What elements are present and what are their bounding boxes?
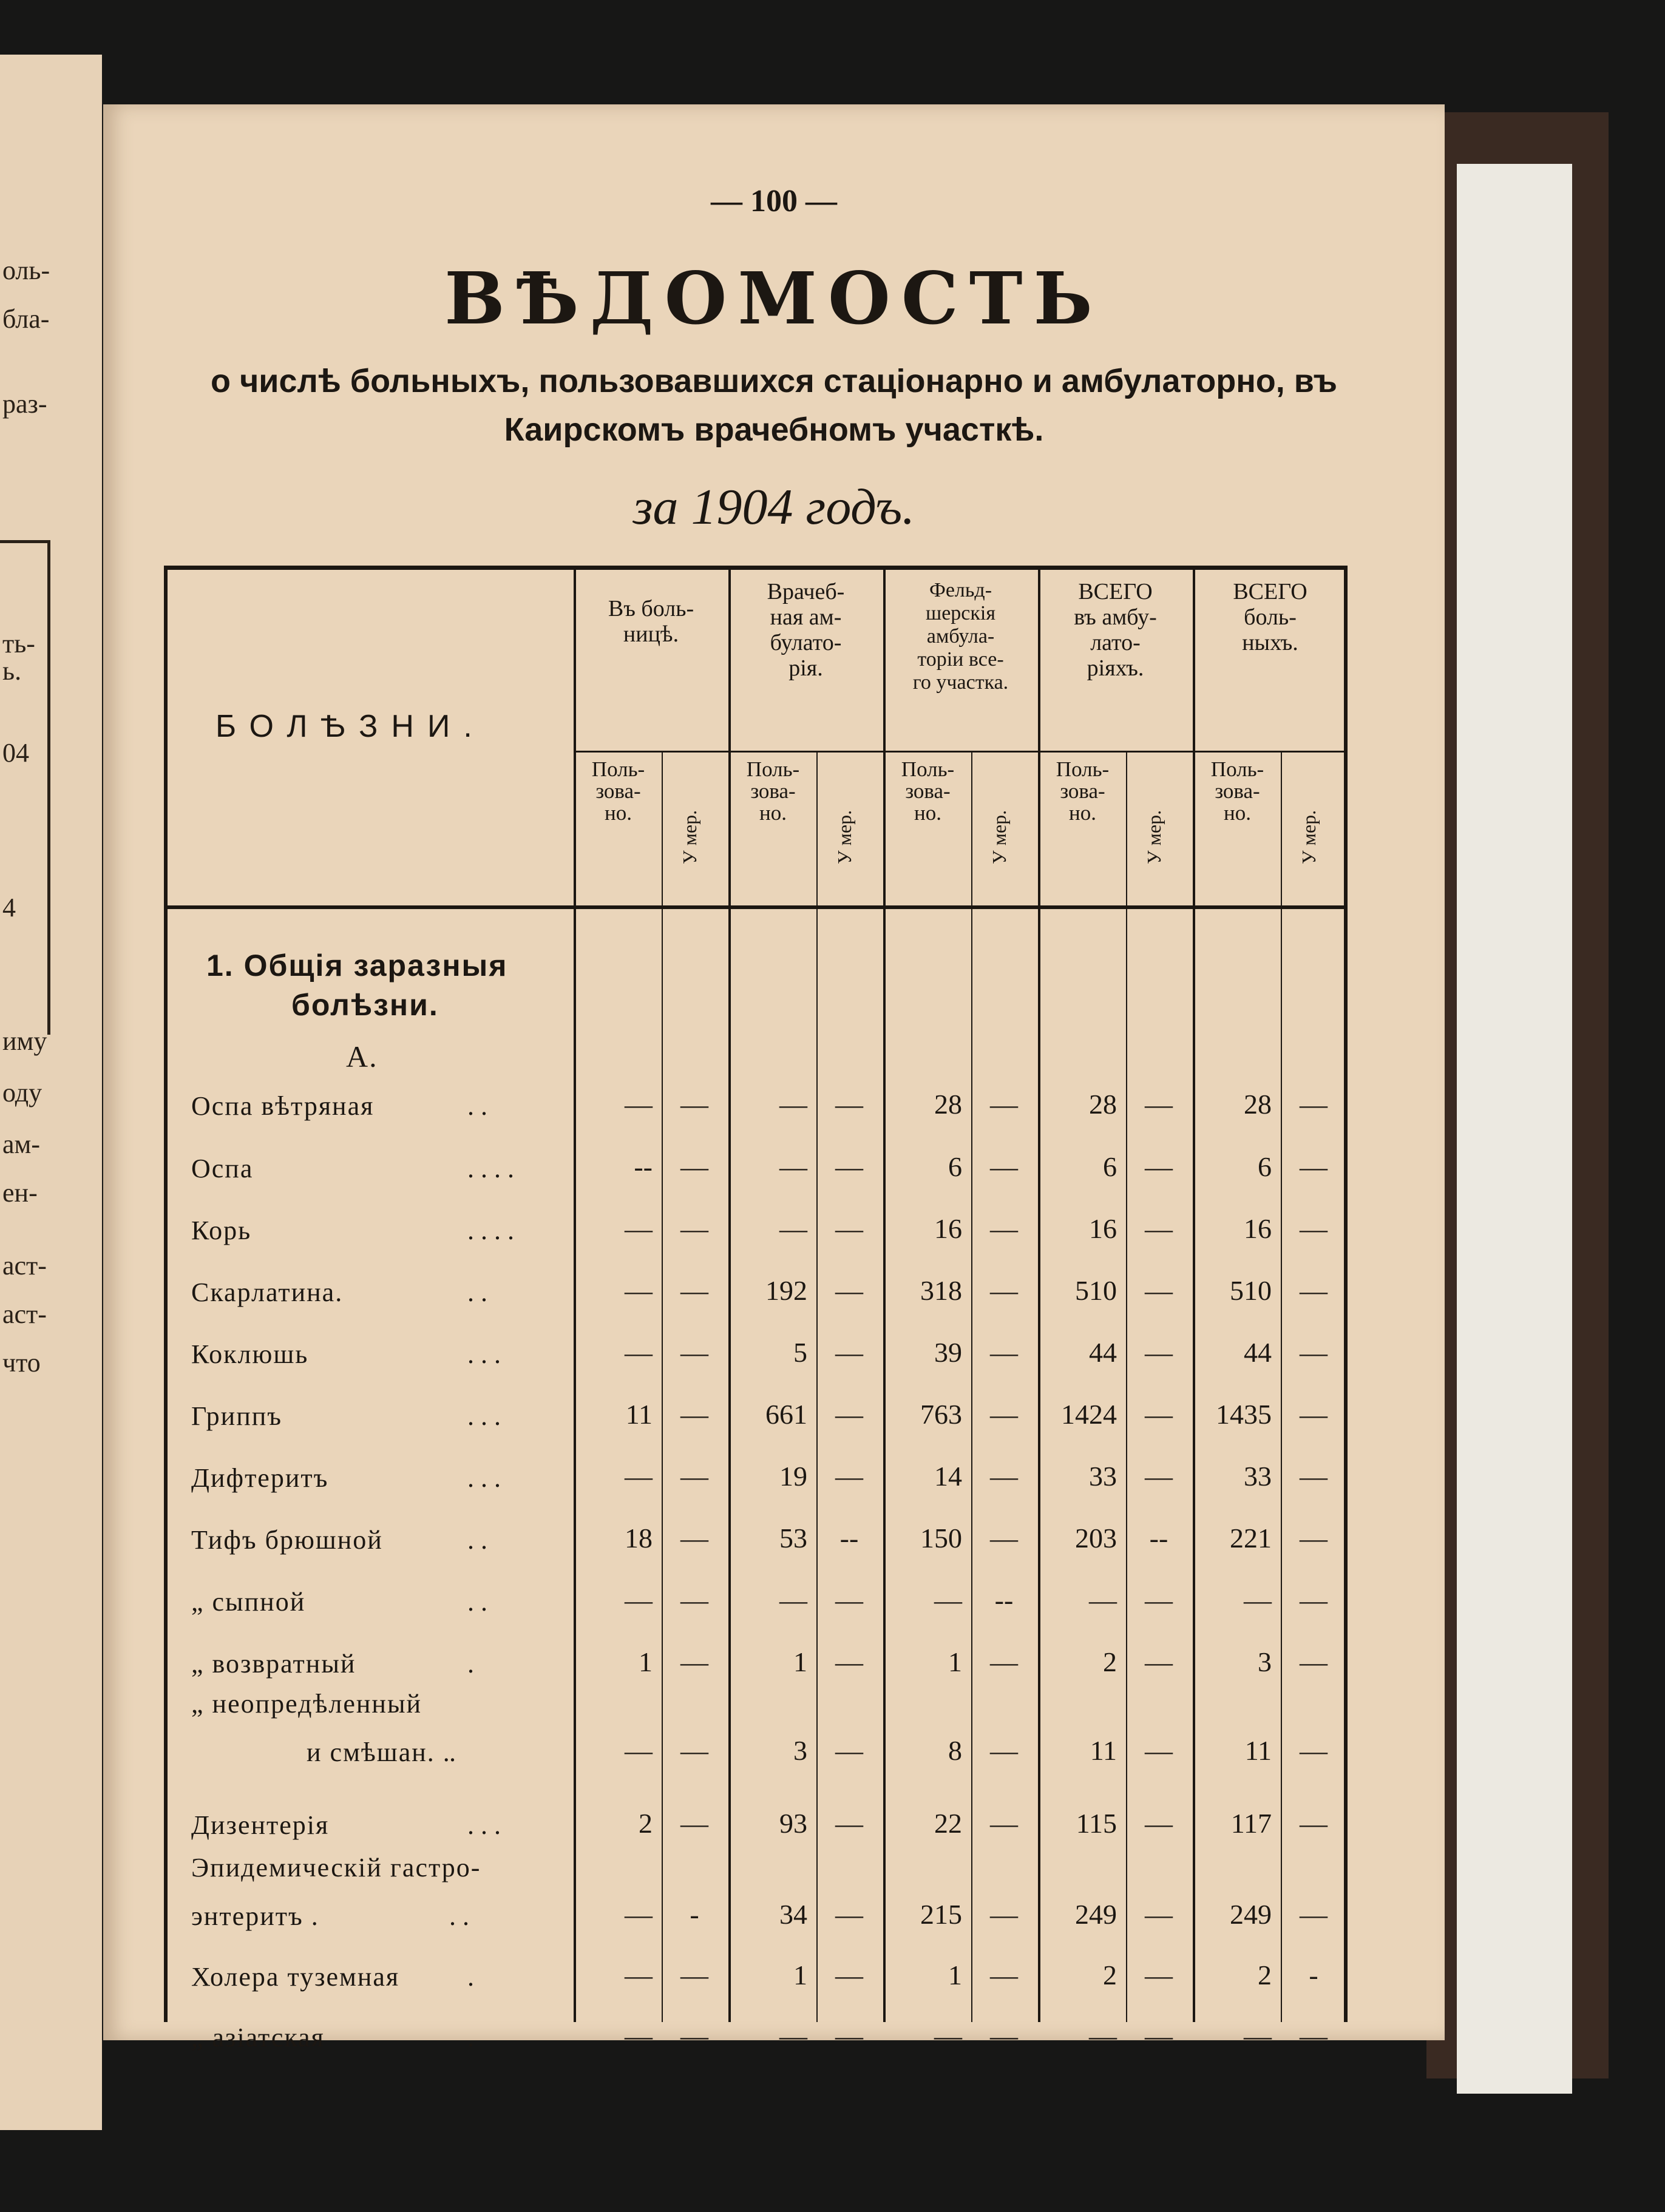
left-page-text: раз- — [2, 389, 47, 419]
row-label: Дизентерія — [191, 1810, 330, 1840]
cell-died: — — [990, 1735, 1018, 1766]
cell-used: 249 — [1230, 1899, 1272, 1930]
left-page-text: что — [2, 1348, 41, 1378]
row-label: Гриппъ — [191, 1401, 283, 1431]
cell-used: 28 — [1244, 1089, 1272, 1120]
group-header: Врачеб- ная ам- булато- рія. — [767, 579, 845, 681]
cell-died: — — [680, 1089, 708, 1120]
subheader-died: У мер. — [1143, 810, 1165, 864]
cell-used: 203 — [1075, 1523, 1117, 1554]
cell-died: — — [990, 1960, 1018, 1990]
cell-died: — — [1300, 1337, 1328, 1368]
cell-died: — — [680, 1808, 708, 1839]
row-dots: . . — [449, 1901, 469, 1931]
row-label: Холера туземная — [191, 1962, 400, 1992]
cell-used: 93 — [779, 1808, 807, 1839]
left-page-text: ен- — [2, 1178, 38, 1208]
cell-used: 2 — [1258, 1960, 1272, 1990]
cell-used: 19 — [779, 1461, 807, 1492]
left-page-text: аст- — [2, 1251, 47, 1280]
subheader-died: У мер. — [679, 810, 700, 864]
cell-died: — — [990, 1213, 1018, 1244]
cell-used: 11 — [1244, 1735, 1272, 1766]
cell-died: — — [1300, 1275, 1328, 1306]
cell-died: -- — [1149, 1523, 1168, 1554]
cell-died: — — [680, 1646, 708, 1677]
cell-died: — — [990, 1523, 1018, 1554]
left-page-rule — [0, 540, 50, 543]
table-right-rule — [1344, 566, 1348, 2022]
cell-used: 18 — [625, 1523, 653, 1554]
cell-died: — — [1300, 1461, 1328, 1492]
left-page-text: 4 — [2, 893, 16, 922]
cell-used: 661 — [765, 1399, 807, 1430]
cell-used: 1 — [948, 1960, 962, 1990]
cell-used: 1435 — [1216, 1399, 1272, 1430]
group-header: ВСЕГО въ амбу- лато- ріяхъ. — [1074, 579, 1157, 681]
left-page-text: ь. — [2, 656, 22, 686]
cell-used: 3 — [793, 1735, 807, 1766]
cell-used: 1424 — [1061, 1399, 1117, 1430]
cell-used: — — [1244, 2020, 1272, 2051]
subheader-used: Поль- зова- но. — [591, 757, 645, 825]
subcolumn-rule — [971, 751, 972, 2022]
subheader-died: У мер. — [988, 810, 1010, 864]
row-dots: . . . — [467, 1339, 501, 1369]
cell-died: — — [990, 1461, 1018, 1492]
left-page-text: ам- — [2, 1129, 41, 1159]
cell-died: — — [1300, 1523, 1328, 1554]
page-number: — 100 — — [711, 184, 837, 218]
subtitle-line-1: о числѣ больныхъ, пользовавшихся стаціонарно и амбулаторно, въ — [210, 363, 1338, 399]
cell-died: — — [680, 1337, 708, 1368]
cell-died: — — [990, 1337, 1018, 1368]
cell-died: — — [1300, 1808, 1328, 1839]
cell-used: 117 — [1230, 1808, 1272, 1839]
cell-died: — — [835, 1808, 863, 1839]
cell-used: — — [779, 1585, 807, 1615]
cell-died: -- — [839, 1523, 859, 1554]
row-dots: . . . — [467, 1463, 501, 1493]
year-line: за 1904 годъ. — [632, 479, 915, 535]
cell-died: — — [1300, 1735, 1328, 1766]
cell-died: — — [1145, 1808, 1173, 1839]
cell-died: — — [680, 1213, 708, 1244]
row-label: „ азіатская — [191, 2023, 325, 2052]
cell-died: — — [1145, 1089, 1173, 1120]
cell-used: 318 — [920, 1275, 962, 1306]
subcolumn-rule — [662, 751, 663, 2022]
cell-used: 8 — [948, 1735, 962, 1766]
left-page-text: иму — [2, 1026, 47, 1056]
subcolumn-rule — [1281, 751, 1282, 2022]
row-dots: . — [467, 2023, 474, 2052]
subheader-rule — [574, 751, 1348, 753]
cell-used: 2 — [1103, 1646, 1117, 1677]
cell-used: 28 — [934, 1089, 962, 1120]
cell-died: - — [1309, 1960, 1318, 1990]
cell-used: 16 — [934, 1213, 962, 1244]
cell-used: 2 — [639, 1808, 653, 1839]
cell-died: — — [1300, 2020, 1328, 2051]
cell-died: - — [690, 1899, 699, 1930]
left-page-text: 04 — [2, 738, 29, 768]
row-label: Коклюшь — [191, 1339, 309, 1369]
left-page-text: оду — [2, 1078, 42, 1108]
cell-used: 1 — [639, 1646, 653, 1677]
cell-used: 6 — [948, 1151, 962, 1182]
group-header: Въ боль- ницѣ. — [608, 596, 694, 647]
cell-died: — — [990, 1808, 1018, 1839]
cell-used: — — [934, 1585, 962, 1615]
cell-used: 33 — [1244, 1461, 1272, 1492]
left-page-text: аст- — [2, 1299, 47, 1329]
row-label: и смѣшан. . — [307, 1737, 451, 1767]
left-page-text: бла- — [2, 304, 50, 334]
cell-died: — — [1145, 1646, 1173, 1677]
row-dots: . . . — [467, 1401, 501, 1431]
cell-died: — — [1145, 1461, 1173, 1492]
row-dots: . . — [467, 1277, 487, 1307]
cell-died: -- — [994, 1585, 1014, 1615]
cell-used: — — [625, 1337, 653, 1368]
subheader-used: Поль- зова- но. — [901, 757, 955, 825]
cell-used: 16 — [1244, 1213, 1272, 1244]
subheader-died: У мер. — [1298, 810, 1320, 864]
left-page-fragment — [0, 55, 102, 2130]
cell-died: — — [835, 1151, 863, 1182]
cell-died: — — [680, 1461, 708, 1492]
cell-used: 5 — [793, 1337, 807, 1368]
row-dots: . — [467, 1649, 474, 1679]
cell-died: — — [1145, 1275, 1173, 1306]
cell-used: 3 — [1258, 1646, 1272, 1677]
group-header: ВСЕГО боль- ныхъ. — [1233, 579, 1307, 655]
cell-died: — — [835, 1399, 863, 1430]
cell-used: — — [625, 1899, 653, 1930]
cell-died: — — [1145, 1960, 1173, 1990]
cell-used: 53 — [779, 1523, 807, 1554]
cell-used: 34 — [779, 1899, 807, 1930]
row-label: Эпидемическій гастро- — [191, 1853, 481, 1882]
subcolumn-rule — [816, 751, 818, 2022]
cell-used: — — [625, 1213, 653, 1244]
cell-died: — — [1145, 1337, 1173, 1368]
cell-used: 22 — [934, 1808, 962, 1839]
cell-used: 1 — [793, 1960, 807, 1990]
section-title: болѣзни. — [291, 988, 439, 1022]
cell-used: 6 — [1103, 1151, 1117, 1182]
subheader-used: Поль- зова- но. — [746, 757, 800, 825]
cell-died: — — [1145, 1399, 1173, 1430]
cell-died: — — [990, 1399, 1018, 1430]
cell-died: — — [835, 1089, 863, 1120]
row-dots: . . — [467, 1525, 487, 1555]
section-title: 1. Общія заразныя — [206, 949, 508, 983]
left-page-vrule — [47, 540, 50, 1035]
page-title: ВѢДОМОСТЬ — [444, 256, 1104, 340]
row-dots: . . . . — [467, 1216, 514, 1245]
cell-died: — — [1300, 1899, 1328, 1930]
cell-died: — — [990, 1899, 1018, 1930]
cell-died: — — [680, 1585, 708, 1615]
left-page-text: ть- — [2, 629, 35, 658]
cell-used: 215 — [920, 1899, 962, 1930]
cell-used: 115 — [1076, 1808, 1117, 1839]
cell-used: 510 — [1230, 1275, 1272, 1306]
cell-used: — — [625, 1089, 653, 1120]
cell-used: — — [779, 1089, 807, 1120]
cell-used: — — [779, 1213, 807, 1244]
subtitle-line-2: Каирскомъ врачебномъ участкѣ. — [504, 411, 1044, 448]
cell-died: — — [680, 1960, 708, 1990]
cell-used: — — [779, 1151, 807, 1182]
cell-used: — — [625, 1735, 653, 1766]
cell-used: — — [779, 2020, 807, 2051]
cell-used: — — [625, 1275, 653, 1306]
cell-died: — — [1145, 1151, 1173, 1182]
cell-died: — — [835, 1735, 863, 1766]
cell-died: — — [990, 1089, 1018, 1120]
cell-used: 249 — [1075, 1899, 1117, 1930]
row-dots: . — [449, 1737, 456, 1767]
cell-died: — — [1145, 1735, 1173, 1766]
table-left-rule — [164, 566, 168, 2022]
cell-died: — — [990, 1151, 1018, 1182]
cell-used: 763 — [920, 1399, 962, 1430]
cell-used: 6 — [1258, 1151, 1272, 1182]
cell-died: — — [1300, 1213, 1328, 1244]
cell-died: — — [1300, 1399, 1328, 1430]
cell-died: — — [990, 1646, 1018, 1677]
subheader-used: Поль- зова- но. — [1056, 757, 1110, 825]
document-page — [103, 104, 1445, 2052]
cell-used: 2 — [1103, 1960, 1117, 1990]
cell-used: 11 — [625, 1399, 653, 1430]
cell-died: — — [835, 1213, 863, 1244]
cell-died: — — [680, 1151, 708, 1182]
cell-died: — — [1145, 1213, 1173, 1244]
cell-used: — — [625, 1960, 653, 1990]
cell-died: — — [1300, 1089, 1328, 1120]
row-label: Оспа вѣтряная — [191, 1091, 375, 1121]
row-dots: . . . . — [467, 1154, 514, 1183]
cell-used: — — [1089, 1585, 1117, 1615]
disease-column-header: БОЛѢЗНИ. — [215, 709, 486, 744]
cell-died: — — [835, 2020, 863, 2051]
subheader-used: Поль- зова- но. — [1210, 757, 1264, 825]
cell-used: 1 — [793, 1646, 807, 1677]
row-label: энтеритъ . — [191, 1901, 319, 1931]
cell-used: — — [625, 1585, 653, 1615]
cell-used: — — [934, 2020, 962, 2051]
cell-died: — — [835, 1275, 863, 1306]
row-dots: . — [467, 1962, 474, 1992]
cell-died: — — [1300, 1151, 1328, 1182]
cell-used: 221 — [1230, 1523, 1272, 1554]
cell-used: 28 — [1089, 1089, 1117, 1120]
cell-used: 16 — [1089, 1213, 1117, 1244]
cell-died: — — [680, 1399, 708, 1430]
cell-used: 44 — [1089, 1337, 1117, 1368]
cell-died: — — [835, 1899, 863, 1930]
cell-used: 33 — [1089, 1461, 1117, 1492]
table-top-rule — [164, 566, 1348, 570]
subheader-died: У мер. — [833, 810, 855, 864]
next-sheet-edge — [1457, 164, 1572, 2094]
cell-died: — — [680, 1523, 708, 1554]
cell-used: — — [625, 1461, 653, 1492]
cell-used: 44 — [1244, 1337, 1272, 1368]
row-dots: . . — [467, 1587, 487, 1617]
table-header-rule — [164, 905, 1348, 909]
cell-died: — — [680, 1275, 708, 1306]
group-header: Фельд- шерскія амбула- торіи все- го участка. — [912, 579, 1009, 694]
cell-used: 11 — [1090, 1735, 1117, 1766]
cell-died: — — [1145, 1585, 1173, 1615]
row-label: „ возвратный — [191, 1649, 356, 1679]
cell-died: — — [1300, 1646, 1328, 1677]
cell-used: 510 — [1075, 1275, 1117, 1306]
cell-died: — — [680, 2020, 708, 2051]
row-label: Корь — [191, 1216, 252, 1245]
cell-used: — — [1089, 2020, 1117, 2051]
row-label: „ неопредѣленный — [191, 1689, 422, 1719]
row-label: Оспа — [191, 1154, 254, 1183]
cell-died: — — [990, 2020, 1018, 2051]
cell-used: 14 — [934, 1461, 962, 1492]
cell-died: — — [835, 1337, 863, 1368]
cell-died: — — [835, 1585, 863, 1615]
section-letter: А. — [346, 1040, 378, 1074]
cell-used: — — [1244, 1585, 1272, 1615]
cell-used: -- — [634, 1151, 653, 1182]
cell-used: 150 — [920, 1523, 962, 1554]
row-dots: . . — [467, 1091, 487, 1121]
cell-used: 192 — [765, 1275, 807, 1306]
subcolumn-rule — [1126, 751, 1127, 2022]
row-label: „ сыпной — [191, 1587, 306, 1617]
cell-died: — — [680, 1735, 708, 1766]
row-label: Тифъ брюшной — [191, 1525, 383, 1555]
cell-used: 39 — [934, 1337, 962, 1368]
cell-used: 1 — [948, 1646, 962, 1677]
cell-died: — — [1300, 1585, 1328, 1615]
cell-died: — — [1145, 2020, 1173, 2051]
cell-died: — — [835, 1461, 863, 1492]
disease-table — [164, 566, 1348, 2052]
cell-died: — — [990, 1275, 1018, 1306]
row-dots: . . . — [467, 1810, 501, 1840]
row-label: Скарлатина. — [191, 1277, 344, 1307]
cell-died: — — [835, 1646, 863, 1677]
row-label: Дифтеритъ — [191, 1463, 329, 1493]
cell-used: — — [625, 2020, 653, 2051]
left-page-text: оль- — [2, 255, 50, 285]
cell-died: — — [835, 1960, 863, 1990]
cell-died: — — [1145, 1899, 1173, 1930]
